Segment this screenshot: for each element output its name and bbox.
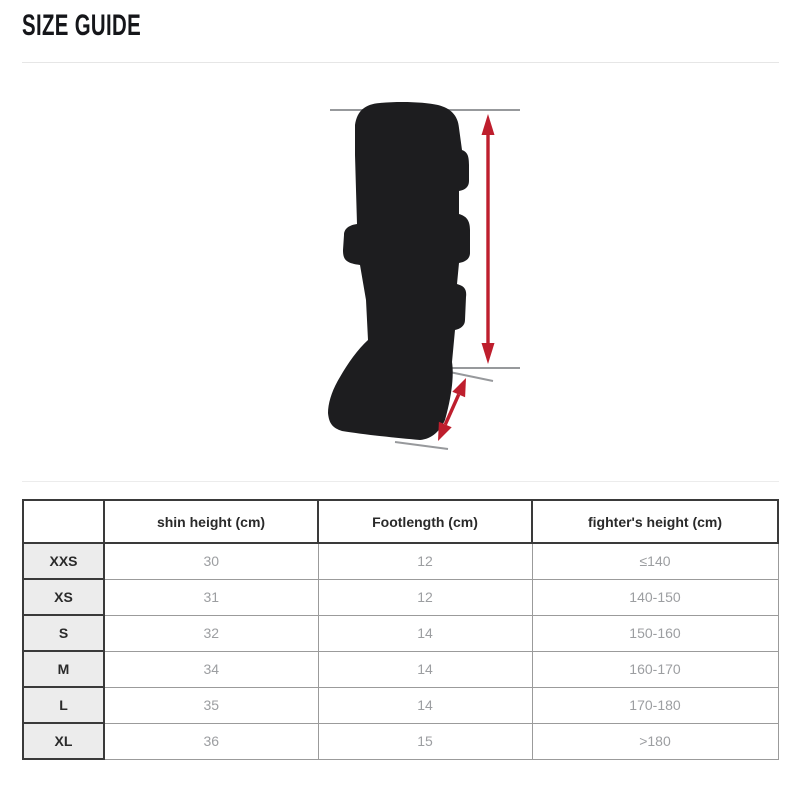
fighter-height-cell: 160-170 xyxy=(532,651,778,687)
size-label-cell: XS xyxy=(23,579,104,615)
foot-length-arrow-head-lower xyxy=(438,422,452,441)
shin-height-arrow-head-down xyxy=(482,343,495,364)
fighter-height-cell: ≤140 xyxy=(532,543,778,579)
table-row xyxy=(23,651,778,687)
column-header-cell: shin height (cm) xyxy=(104,500,318,543)
shin-height-cell: 34 xyxy=(104,651,318,687)
foot-length-cell: 12 xyxy=(318,543,532,579)
fighter-height-cell: 140-150 xyxy=(532,579,778,615)
size-table-container xyxy=(22,499,779,760)
table-row xyxy=(23,543,778,579)
shin-height-cell: 32 xyxy=(104,615,318,651)
size-guide-illustration xyxy=(280,95,540,460)
page-title: SIZE GUIDE xyxy=(22,9,142,42)
shin-height-cell: 36 xyxy=(104,723,318,759)
size-table-header-row xyxy=(23,500,778,543)
fighter-height-cell: 150-160 xyxy=(532,615,778,651)
table-row xyxy=(23,687,778,723)
fighter-height-cell: >180 xyxy=(532,723,778,759)
foot-length-cell: 14 xyxy=(318,651,532,687)
shin-height-cell: 35 xyxy=(104,687,318,723)
corner-header-cell xyxy=(23,500,104,543)
size-label-cell: L xyxy=(23,687,104,723)
shin-height-arrow xyxy=(482,114,495,364)
section-divider xyxy=(22,481,779,482)
fighter-height-cell: 170-180 xyxy=(532,687,778,723)
shin-height-arrow-head-up xyxy=(482,114,495,135)
table-row xyxy=(23,723,778,759)
foot-length-cell: 14 xyxy=(318,687,532,723)
shin-guard-silhouette xyxy=(328,102,470,440)
size-label-cell: M xyxy=(23,651,104,687)
shin-height-cell: 31 xyxy=(104,579,318,615)
title-divider xyxy=(22,62,779,63)
size-label-cell: S xyxy=(23,615,104,651)
table-row xyxy=(23,615,778,651)
foot-length-cell: 14 xyxy=(318,615,532,651)
table-row xyxy=(23,579,778,615)
size-label-cell: XL xyxy=(23,723,104,759)
foot-length-cell: 12 xyxy=(318,579,532,615)
shin-height-cell: 30 xyxy=(104,543,318,579)
column-header-cell: Footlength (cm) xyxy=(318,500,532,543)
foot-bottom-reference-line xyxy=(395,442,448,449)
column-header-cell: fighter's height (cm) xyxy=(532,500,778,543)
size-table xyxy=(22,499,779,760)
foot-length-cell: 15 xyxy=(318,723,532,759)
foot-length-arrow-head-upper xyxy=(452,378,466,397)
size-table-body xyxy=(23,543,778,759)
size-label-cell: XXS xyxy=(23,543,104,579)
